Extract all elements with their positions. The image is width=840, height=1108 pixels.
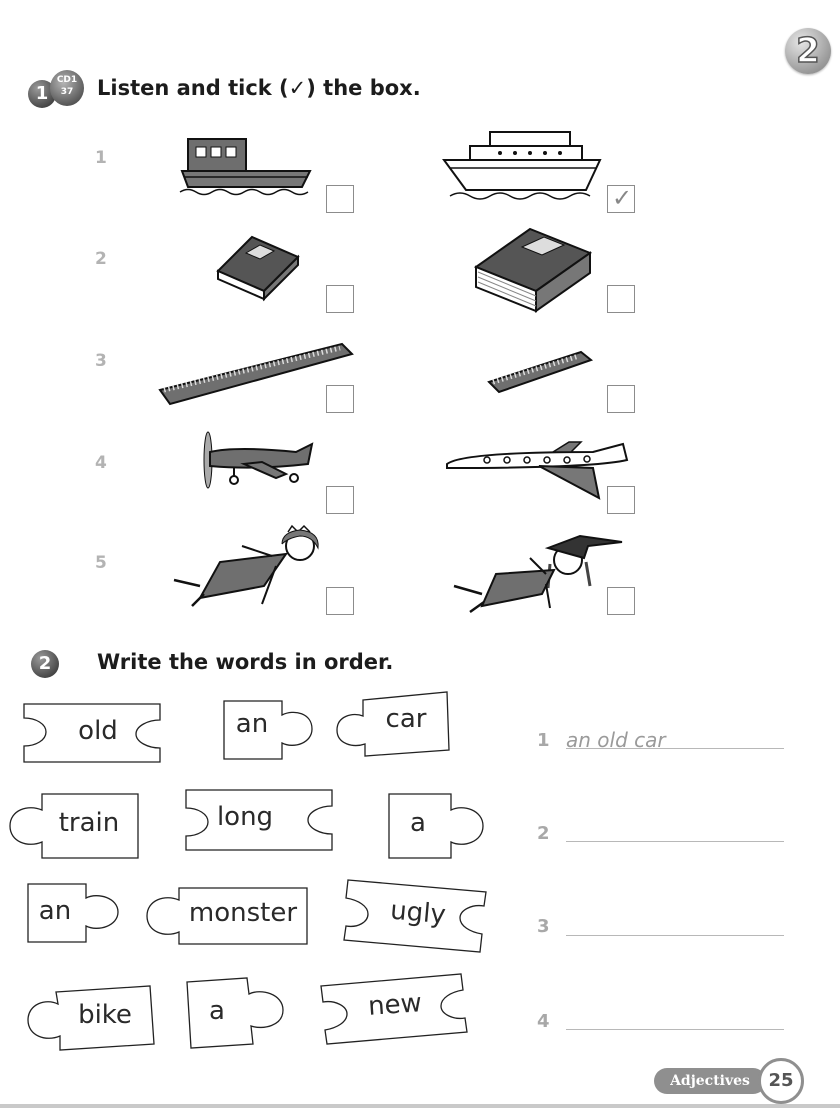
puzzle-piece[interactable] [315, 972, 475, 1048]
puzzle-piece[interactable] [180, 786, 340, 854]
answer-line-1[interactable] [566, 748, 784, 749]
piece-word: an [38, 896, 72, 926]
tick-box-1-left[interactable] [326, 185, 354, 213]
unit-badge [785, 28, 831, 74]
tick-box-3-left[interactable] [326, 385, 354, 413]
piece-word: new [367, 988, 423, 1022]
princess-picture [172, 526, 332, 610]
tick-box-2-right[interactable] [607, 285, 635, 313]
answer-number-3: 3 [537, 916, 550, 937]
exercise-1-instruction: Listen and tick (✓) the box. [97, 76, 421, 100]
answer-line-2[interactable] [566, 841, 784, 842]
piece-word: a [410, 808, 426, 838]
puzzle-piece[interactable] [6, 790, 142, 862]
cd-track: 37 [60, 87, 74, 97]
row-number-4: 4 [95, 453, 107, 473]
answer-line-4[interactable] [566, 1029, 784, 1030]
tick-box-5-right[interactable] [607, 587, 635, 615]
puzzle-piece[interactable] [385, 790, 489, 862]
puzzle-piece[interactable] [18, 700, 178, 766]
small-boat-picture [180, 135, 315, 197]
puzzle-piece[interactable] [183, 976, 291, 1052]
tick-box-4-left[interactable] [326, 486, 354, 514]
piece-word: old [78, 716, 118, 746]
piece-word: train [58, 808, 120, 838]
row-number-2: 2 [95, 249, 107, 269]
section-label: Adjectives [654, 1068, 766, 1094]
exercise-2-number: 2 [31, 650, 59, 678]
cd-track-icon [50, 70, 84, 106]
jet-plane-picture [443, 438, 630, 504]
puzzle-piece[interactable] [340, 876, 496, 956]
row-number-3: 3 [95, 351, 107, 371]
propeller-plane-picture [196, 430, 316, 490]
witch-picture [450, 528, 625, 612]
answer-number-4: 4 [537, 1011, 550, 1032]
answer-example-text: an old car [566, 728, 666, 752]
unit-number: 2 [796, 31, 820, 71]
thick-book-picture [472, 225, 594, 313]
answer-line-3[interactable] [566, 935, 784, 936]
puzzle-piece[interactable] [333, 690, 451, 764]
tick-box-2-left[interactable] [326, 285, 354, 313]
piece-word: ugly [389, 895, 447, 931]
exercise-2-instruction: Write the words in order. [97, 650, 394, 674]
big-ship-picture [440, 128, 605, 203]
piece-word: monster [188, 898, 298, 928]
tick-mark: ✓ [612, 184, 633, 212]
row-number-1: 1 [95, 148, 107, 168]
bottom-divider [0, 1104, 840, 1108]
tick-box-5-left[interactable] [326, 587, 354, 615]
thin-book-picture [212, 233, 302, 298]
tick-box-4-right[interactable] [607, 486, 635, 514]
piece-word: long [216, 802, 274, 832]
piece-word: an [235, 709, 269, 739]
puzzle-piece[interactable] [24, 880, 124, 946]
exercise-1-number: 1 [28, 80, 56, 108]
cd-label: CD1 [56, 75, 78, 85]
puzzle-piece[interactable] [143, 884, 311, 948]
piece-word: bike [78, 1000, 132, 1030]
short-ruler-picture [487, 350, 593, 394]
answer-number-1: 1 [537, 730, 550, 751]
piece-word: a [209, 996, 225, 1026]
answer-number-2: 2 [537, 823, 550, 844]
puzzle-piece[interactable] [22, 986, 158, 1050]
tick-box-3-right[interactable] [607, 385, 635, 413]
row-number-5: 5 [95, 553, 107, 573]
piece-word: car [385, 704, 427, 734]
puzzle-piece[interactable] [220, 697, 320, 763]
tick-box-1-right[interactable] [607, 185, 635, 213]
page-number: 25 [758, 1058, 804, 1104]
